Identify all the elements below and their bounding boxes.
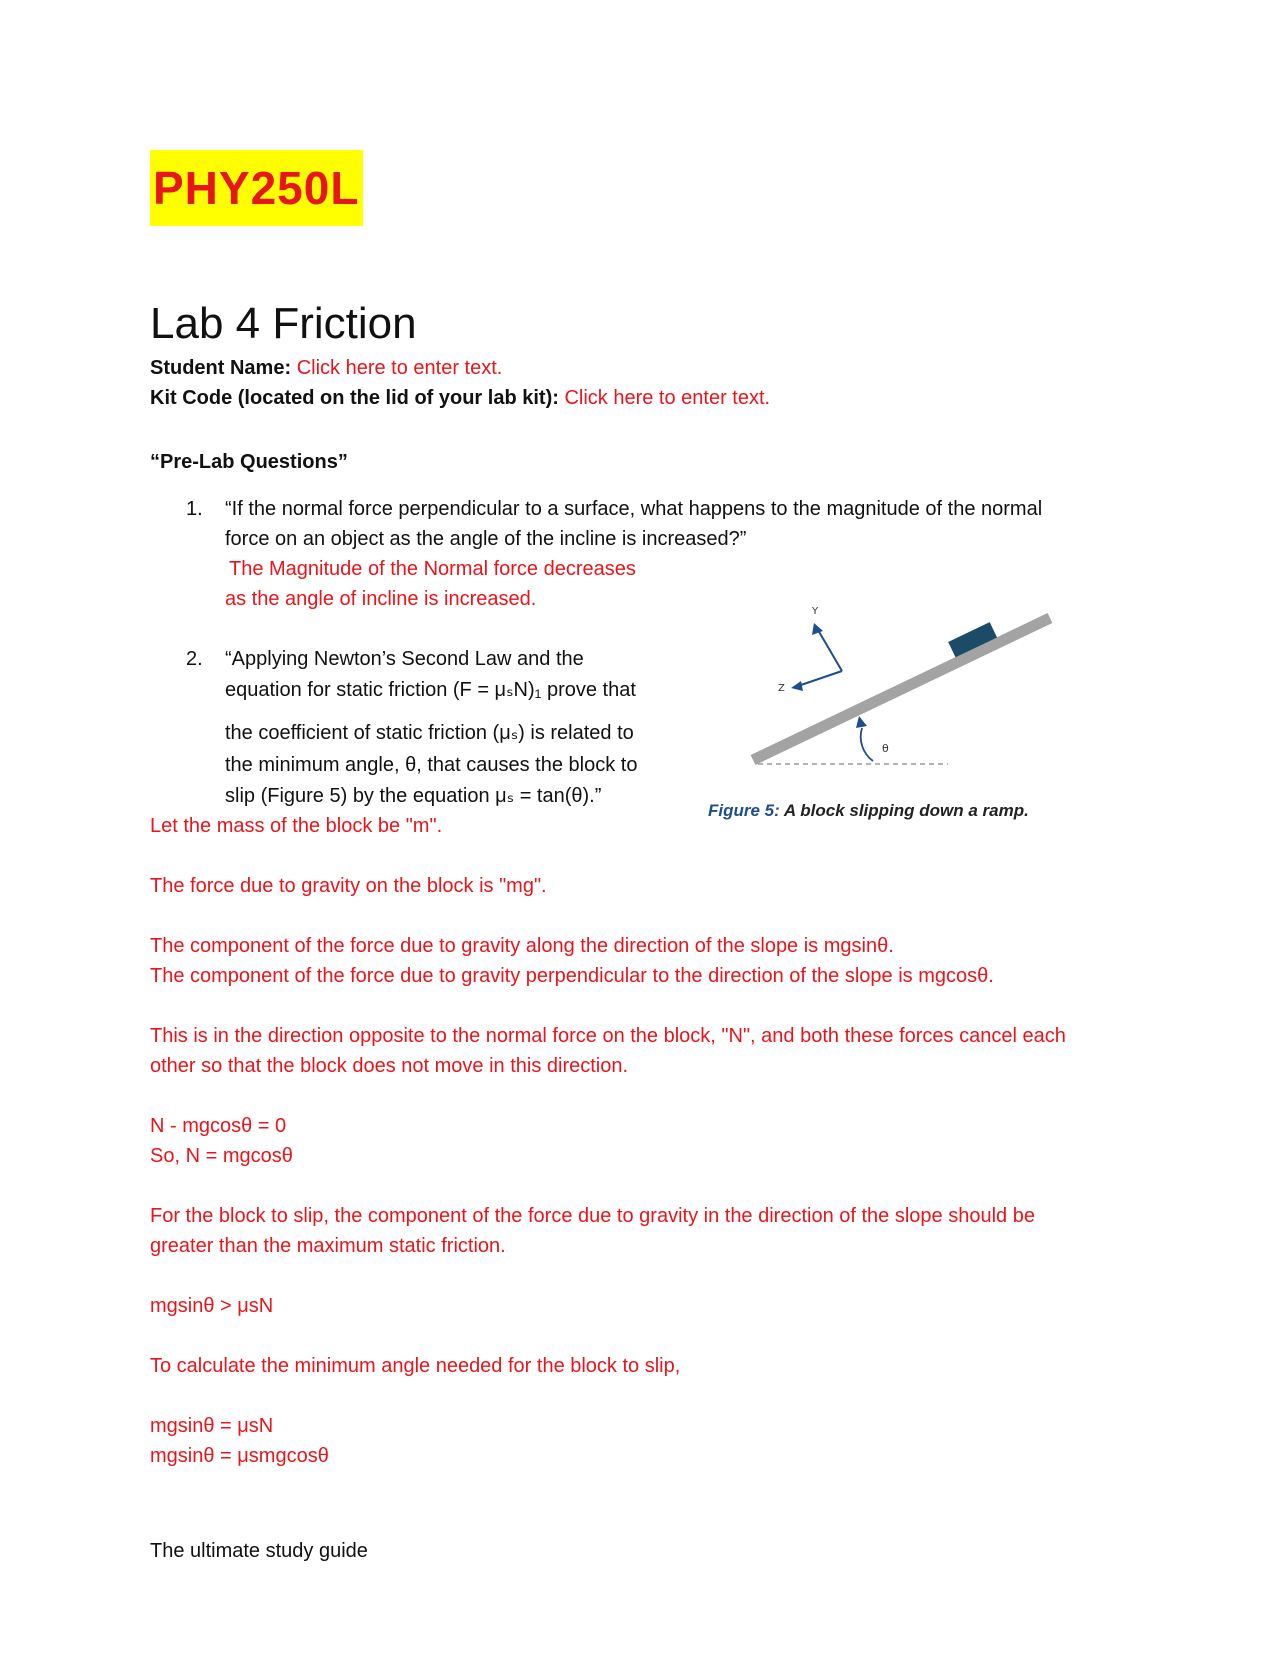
q2-line-3: the coefficient of static friction (μₛ) is related to (225, 722, 634, 744)
answer-line-12: To calculate the minimum angle needed for the block to slip, (150, 1355, 681, 1377)
figure-caption-label: Figure 5: (708, 801, 780, 820)
prelab-heading: “Pre-Lab Questions” (150, 451, 348, 473)
answer-line-3: The component of the force due to gravity along the direction of the slope is mgsinθ. (150, 935, 894, 957)
course-code: PHY250L (150, 150, 363, 226)
answer-line-2: The force due to gravity on the block is "mg". (150, 875, 547, 897)
student-name-row (150, 353, 502, 383)
equation-normal-balance: N - mgcosθ = 0 (150, 1115, 287, 1137)
equation-threshold-2: mgsinθ = μsmgcosθ (150, 1445, 329, 1467)
answer-line-4: The component of the force due to gravity perpendicular to the direction of the slope is mgcosθ. (150, 965, 994, 987)
answer-line-5: This is in the direction opposite to the normal force on the block, "N", and both these forces cancel each (150, 1025, 1066, 1047)
q1-number: 1. (186, 498, 203, 520)
y-axis-arrowhead (812, 623, 823, 635)
ramp-figure (750, 606, 1090, 788)
q2-number: 2. (186, 648, 203, 670)
lab-title: Lab 4 Friction (150, 299, 417, 348)
answer-line-1: Let the mass of the block be "m". (150, 815, 443, 837)
footer-text: The ultimate study guide (150, 1540, 368, 1562)
kit-code-row (150, 383, 770, 413)
student-name-label: Student Name: (150, 357, 292, 379)
q2-line-1: “Applying Newton’s Second Law and the (225, 648, 584, 670)
student-name-field[interactable]: Click here to enter text. (296, 357, 503, 379)
figure-caption (708, 800, 1029, 822)
q1-answer-line-1: The Magnitude of the Normal force decreases (229, 558, 636, 580)
equation-threshold-1: mgsinθ = μsN (150, 1415, 274, 1437)
kit-code-label: Kit Code (located on the lid of your lab kit): (150, 387, 559, 409)
q1-line-2: force on an object as the angle of the incline is increased?” (225, 528, 747, 550)
q2-line-4: the minimum angle, θ, that causes the block to (225, 754, 638, 776)
answer-line-10: greater than the maximum static friction. (150, 1235, 506, 1257)
z-axis-arrowhead (791, 681, 803, 691)
q1-answer-line-2: as the angle of incline is increased. (225, 588, 537, 610)
equation-normal-force: So, N = mgcosθ (150, 1145, 293, 1167)
q2-line-2: equation for static friction (F = μₛN)₁ prove that (225, 679, 636, 701)
kit-code-field[interactable]: Click here to enter text. (564, 387, 771, 409)
answer-line-9: For the block to slip, the component of the force due to gravity in the direction of the slope should be (150, 1205, 1035, 1227)
equation-slip-condition: mgsinθ > μsN (150, 1295, 274, 1317)
q2-line-5: slip (Figure 5) by the equation μₛ = tan(θ).” (225, 785, 602, 807)
z-axis-arrow (798, 671, 842, 686)
q1-line-1: “If the normal force perpendicular to a surface, what happens to the magnitude of the normal (225, 498, 1043, 520)
angle-arc (861, 728, 873, 761)
z-axis-label: Z (778, 683, 785, 694)
angle-label: θ (882, 742, 889, 755)
figure-caption-text: A block slipping down a ramp. (783, 801, 1029, 820)
angle-arc-arrowhead (856, 716, 867, 728)
y-axis-arrow (818, 630, 842, 671)
y-axis-label: Y (812, 606, 819, 617)
answer-line-6: other so that the block does not move in this direction. (150, 1055, 629, 1077)
